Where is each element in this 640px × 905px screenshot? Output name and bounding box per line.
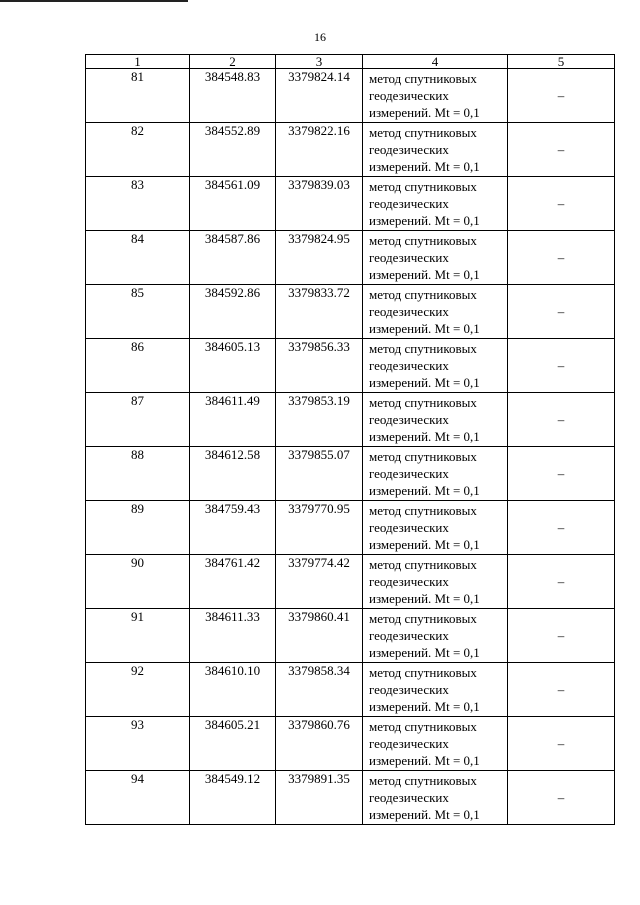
y-coordinate-cell: 3379824.14	[276, 69, 363, 123]
method-line: метод спутниковых	[369, 233, 477, 248]
page-number: 16	[314, 30, 326, 44]
table-row	[86, 285, 615, 339]
method-line: геодезических	[369, 736, 449, 751]
y-coordinate-cell: 3379891.35	[276, 771, 363, 825]
point-number-cell: 83	[86, 177, 190, 231]
method-line: измерений. Mt = 0,1	[369, 699, 480, 714]
point-number-cell: 92	[86, 663, 190, 717]
method-cell	[363, 609, 508, 663]
method-line: измерений. Mt = 0,1	[369, 105, 480, 120]
method-line: измерений. Mt = 0,1	[369, 375, 480, 390]
table-row	[86, 663, 615, 717]
table-row	[86, 771, 615, 825]
note-cell: –	[508, 69, 615, 123]
x-coordinate-cell: 384592.86	[190, 285, 276, 339]
table-row	[86, 123, 615, 177]
table-row	[86, 501, 615, 555]
x-coordinate-cell: 384761.42	[190, 555, 276, 609]
point-number-cell: 93	[86, 717, 190, 771]
point-number-cell: 87	[86, 393, 190, 447]
coordinates-table	[85, 54, 615, 825]
x-coordinate-cell: 384612.58	[190, 447, 276, 501]
method-line: метод спутниковых	[369, 395, 477, 410]
table-row	[86, 555, 615, 609]
x-coordinate-cell: 384549.12	[190, 771, 276, 825]
note-cell: –	[508, 555, 615, 609]
point-number-cell: 91	[86, 609, 190, 663]
method-cell	[363, 69, 508, 123]
table-row	[86, 447, 615, 501]
point-number-cell: 82	[86, 123, 190, 177]
method-line: метод спутниковых	[369, 773, 477, 788]
method-line: геодезических	[369, 142, 449, 157]
note-cell: –	[508, 177, 615, 231]
x-coordinate-cell: 384611.49	[190, 393, 276, 447]
method-line: измерений. Mt = 0,1	[369, 213, 480, 228]
x-coordinate-cell: 384587.86	[190, 231, 276, 285]
method-line: измерений. Mt = 0,1	[369, 537, 480, 552]
method-cell	[363, 717, 508, 771]
method-line: измерений. Mt = 0,1	[369, 321, 480, 336]
method-line: геодезических	[369, 628, 449, 643]
x-coordinate-cell: 384611.33	[190, 609, 276, 663]
point-number-cell: 86	[86, 339, 190, 393]
method-cell	[363, 177, 508, 231]
y-coordinate-cell: 3379774.42	[276, 555, 363, 609]
note-cell: –	[508, 609, 615, 663]
table-row	[86, 69, 615, 123]
method-line: геодезических	[369, 412, 449, 427]
method-line: геодезических	[369, 682, 449, 697]
method-line: метод спутниковых	[369, 503, 477, 518]
method-cell	[363, 663, 508, 717]
method-line: метод спутниковых	[369, 179, 477, 194]
note-cell: –	[508, 231, 615, 285]
column-header-4: 4	[363, 55, 508, 69]
method-line: измерений. Mt = 0,1	[369, 267, 480, 282]
method-cell	[363, 555, 508, 609]
y-coordinate-cell: 3379822.16	[276, 123, 363, 177]
method-line: измерений. Mt = 0,1	[369, 591, 480, 606]
table-row	[86, 339, 615, 393]
y-coordinate-cell: 3379858.34	[276, 663, 363, 717]
top-rule	[0, 0, 188, 2]
y-coordinate-cell: 3379833.72	[276, 285, 363, 339]
column-header-3: 3	[276, 55, 363, 69]
method-line: метод спутниковых	[369, 611, 477, 626]
point-number-cell: 85	[86, 285, 190, 339]
table-row	[86, 717, 615, 771]
table-row	[86, 231, 615, 285]
point-number-cell: 84	[86, 231, 190, 285]
table-body	[86, 69, 615, 825]
method-line: метод спутниковых	[369, 449, 477, 464]
method-line: геодезических	[369, 520, 449, 535]
method-cell	[363, 339, 508, 393]
note-cell: –	[508, 339, 615, 393]
method-line: метод спутниковых	[369, 557, 477, 572]
x-coordinate-cell: 384605.21	[190, 717, 276, 771]
method-line: геодезических	[369, 196, 449, 211]
method-line: геодезических	[369, 574, 449, 589]
x-coordinate-cell: 384759.43	[190, 501, 276, 555]
column-header-2: 2	[190, 55, 276, 69]
method-line: измерений. Mt = 0,1	[369, 483, 480, 498]
y-coordinate-cell: 3379839.03	[276, 177, 363, 231]
point-number-cell: 90	[86, 555, 190, 609]
method-line: измерений. Mt = 0,1	[369, 753, 480, 768]
method-line: геодезических	[369, 304, 449, 319]
note-cell: –	[508, 501, 615, 555]
note-cell: –	[508, 393, 615, 447]
column-header-5: 5	[508, 55, 615, 69]
method-line: измерений. Mt = 0,1	[369, 159, 480, 174]
y-coordinate-cell: 3379855.07	[276, 447, 363, 501]
header-row	[86, 55, 615, 69]
note-cell: –	[508, 285, 615, 339]
method-line: геодезических	[369, 466, 449, 481]
method-line: метод спутниковых	[369, 71, 477, 86]
y-coordinate-cell: 3379860.41	[276, 609, 363, 663]
y-coordinate-cell: 3379770.95	[276, 501, 363, 555]
method-line: измерений. Mt = 0,1	[369, 429, 480, 444]
method-line: геодезических	[369, 250, 449, 265]
y-coordinate-cell: 3379824.95	[276, 231, 363, 285]
point-number-cell: 94	[86, 771, 190, 825]
method-line: измерений. Mt = 0,1	[369, 645, 480, 660]
method-cell	[363, 393, 508, 447]
method-line: метод спутниковых	[369, 719, 477, 734]
method-line: геодезических	[369, 88, 449, 103]
note-cell: –	[508, 123, 615, 177]
x-coordinate-cell: 384610.10	[190, 663, 276, 717]
method-line: геодезических	[369, 358, 449, 373]
table-row	[86, 177, 615, 231]
y-coordinate-cell: 3379853.19	[276, 393, 363, 447]
method-cell	[363, 771, 508, 825]
table-row	[86, 609, 615, 663]
method-cell	[363, 285, 508, 339]
x-coordinate-cell: 384605.13	[190, 339, 276, 393]
point-number-cell: 88	[86, 447, 190, 501]
method-line: метод спутниковых	[369, 125, 477, 140]
method-line: метод спутниковых	[369, 341, 477, 356]
method-cell	[363, 447, 508, 501]
method-cell	[363, 123, 508, 177]
point-number-cell: 89	[86, 501, 190, 555]
method-line: метод спутниковых	[369, 287, 477, 302]
method-cell	[363, 231, 508, 285]
note-cell: –	[508, 771, 615, 825]
note-cell: –	[508, 663, 615, 717]
point-number-cell: 81	[86, 69, 190, 123]
method-line: измерений. Mt = 0,1	[369, 807, 480, 822]
method-line: геодезических	[369, 790, 449, 805]
x-coordinate-cell: 384552.89	[190, 123, 276, 177]
method-cell	[363, 501, 508, 555]
table-header	[86, 55, 615, 69]
note-cell: –	[508, 717, 615, 771]
y-coordinate-cell: 3379860.76	[276, 717, 363, 771]
column-header-1: 1	[86, 55, 190, 69]
method-line: метод спутниковых	[369, 665, 477, 680]
x-coordinate-cell: 384561.09	[190, 177, 276, 231]
x-coordinate-cell: 384548.83	[190, 69, 276, 123]
note-cell: –	[508, 447, 615, 501]
table-row	[86, 393, 615, 447]
y-coordinate-cell: 3379856.33	[276, 339, 363, 393]
